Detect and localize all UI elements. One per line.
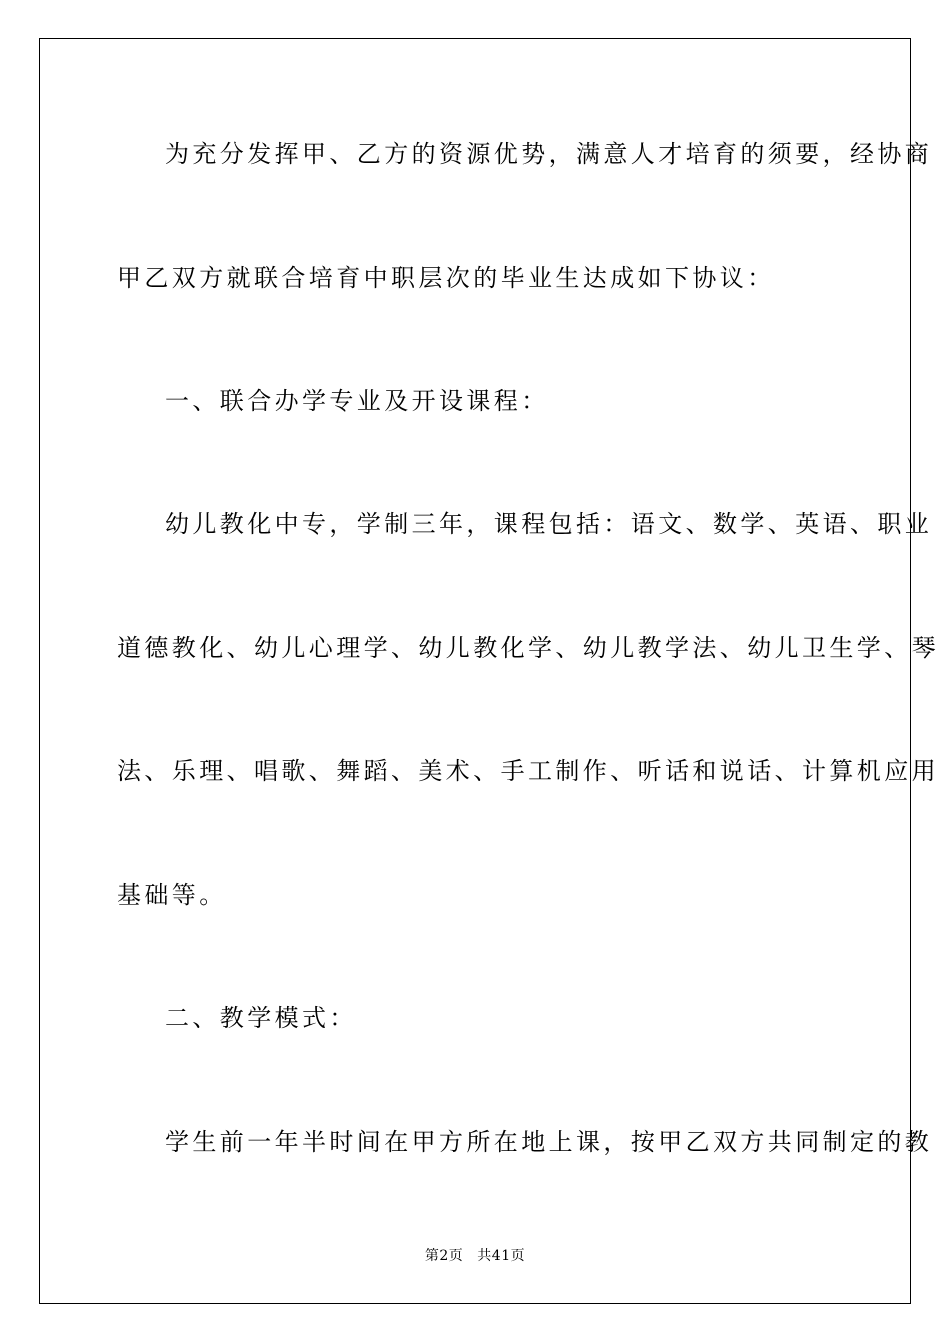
paragraph-line-4: 幼儿教化中专，学制三年，课程包括：语文、数学、英语、职业 xyxy=(165,510,933,538)
section-heading-1: 一、联合办学专业及开设课程： xyxy=(165,387,549,415)
paragraph-line-9: 学生前一年半时间在甲方所在地上课，按甲乙双方共同制定的教 xyxy=(165,1128,933,1156)
paragraph-line-2: 甲乙双方就联合培育中职层次的毕业生达成如下协议： xyxy=(117,264,775,292)
page-total: 共41页 xyxy=(477,1248,526,1264)
paragraph-line-1: 为充分发挥甲、乙方的资源优势，满意人才培育的须要，经协商 xyxy=(165,140,933,168)
page-footer xyxy=(0,1246,950,1266)
page-number: 第2页 xyxy=(424,1248,464,1264)
paragraph-line-6: 法、乐理、唱歌、舞蹈、美术、手工制作、听话和说话、计算机应用 xyxy=(117,757,939,785)
paragraph-line-5: 道德教化、幼儿心理学、幼儿教化学、幼儿教学法、幼儿卫生学、琴 xyxy=(117,634,939,662)
paragraph-line-7: 基础等。 xyxy=(117,881,227,909)
section-heading-2: 二、教学模式： xyxy=(165,1004,357,1032)
page-border xyxy=(39,38,939,1304)
